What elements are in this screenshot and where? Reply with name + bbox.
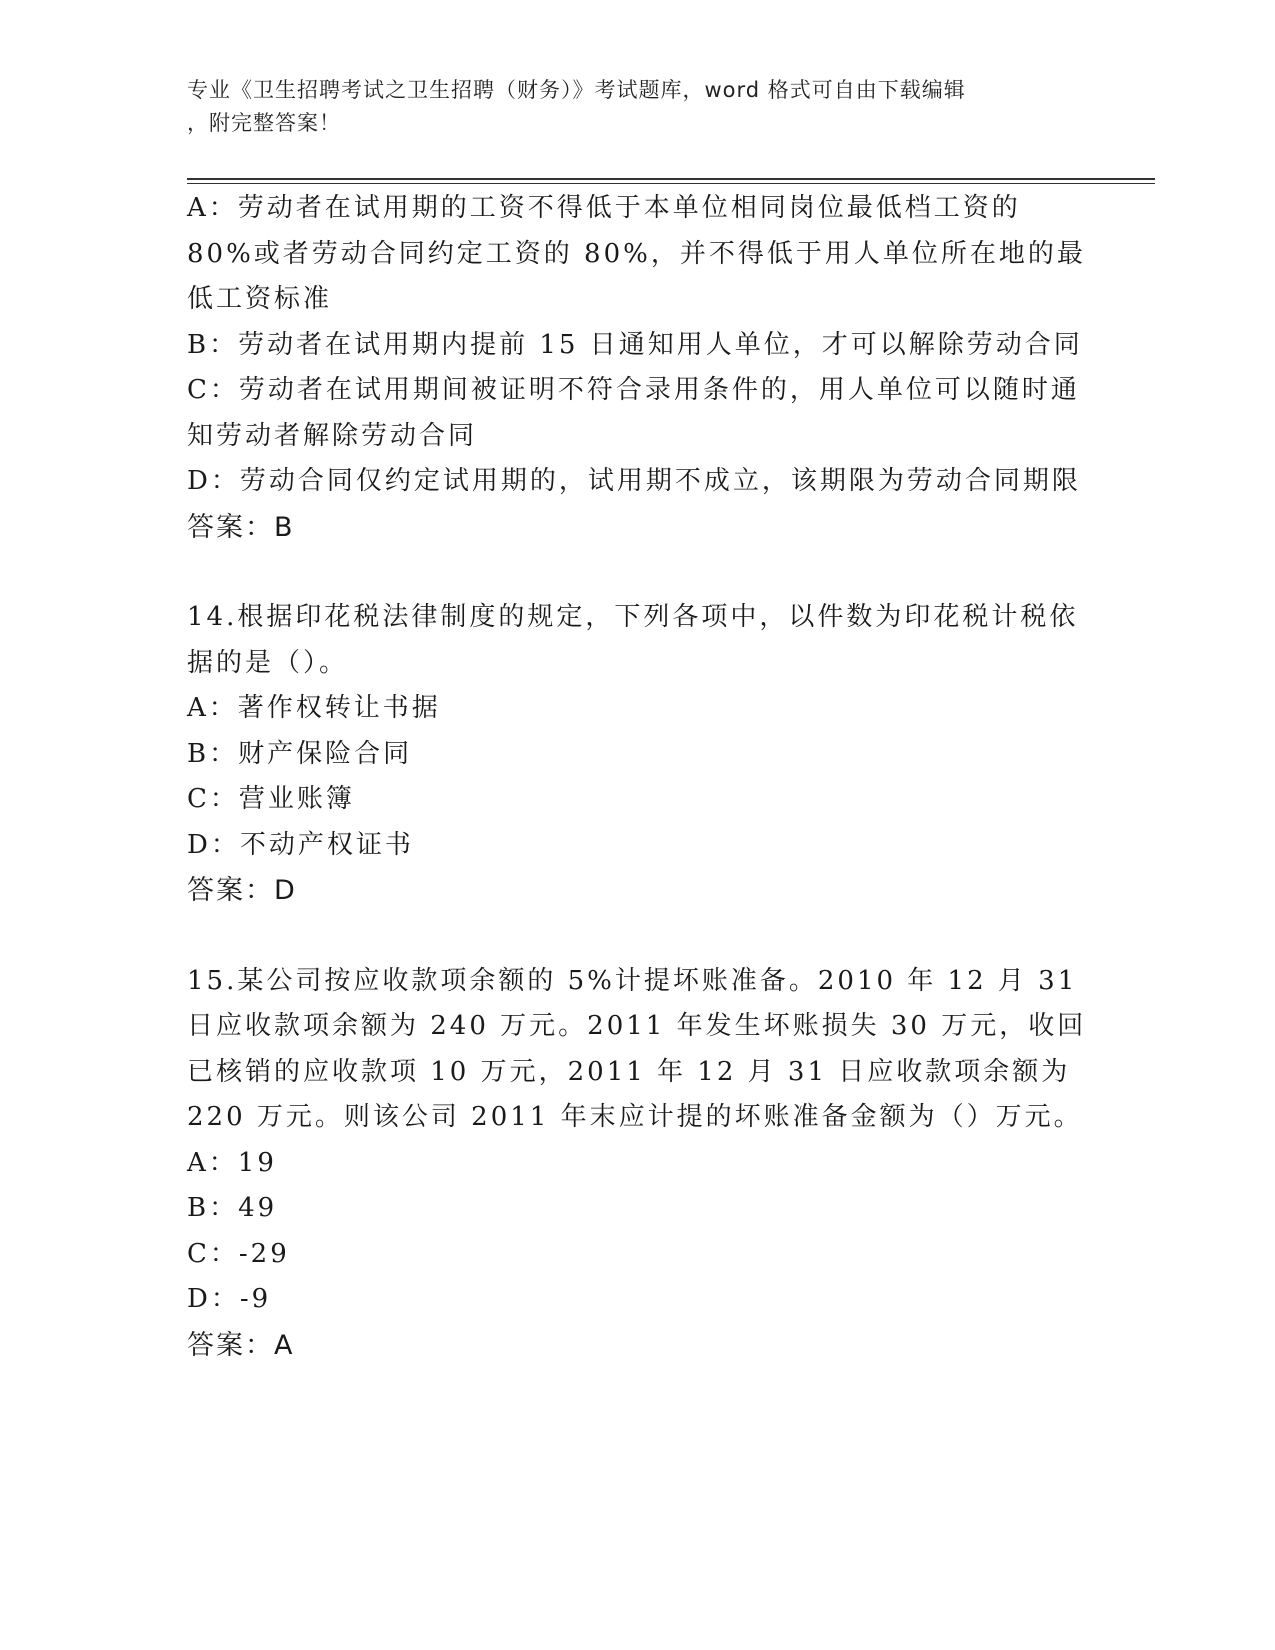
question-13-block <box>187 186 1087 550</box>
q14-answer: 答案：D <box>187 875 297 906</box>
q13-option-c: C：劳动者在试用期间被证明不符合录用条件的，用人单位可以随时通知劳动者解除劳动合同 <box>187 375 1080 451</box>
question-15-block <box>187 959 1087 1369</box>
q15-option-d: D：-9 <box>187 1284 272 1314</box>
q14-option-b: B：财产保险合同 <box>187 738 413 769</box>
q13-option-b: B：劳动者在试用期内提前 15 日通知用人单位，才可以解除劳动合同 <box>187 329 1083 360</box>
question-content <box>187 186 1087 1368</box>
header-divider-thin <box>187 183 1155 184</box>
question-14-block <box>187 595 1087 914</box>
document-header <box>187 74 1087 140</box>
q15-question: 15.某公司按应收款项余额的 5%计提坏账准备。2010 年 12 月 31 日应收款项余额为 240 万元。2011 年发生坏账损失 30 万元，收回已核销的应收款项 10 万元，2011 年 12 月 31 日应收款项余额为 220 万元。则该公司 2011 年末应计提的坏账准备金额为（）万元。 <box>187 965 1087 1132</box>
q13-answer: 答案：B <box>187 511 295 543</box>
q14-question: 14.根据印花税法律制度的规定，下列各项中，以件数为印花税计税依据的是（）。 <box>187 602 1079 678</box>
q15-option-c: C：-29 <box>187 1238 290 1269</box>
q13-option-d: D：劳动合同仅约定试用期的，试用期不成立，该期限为劳动合同期限 <box>187 466 1081 496</box>
header-divider-thick <box>187 178 1155 180</box>
q13-option-a: A：劳动者在试用期的工资不得低于本单位相同岗位最低档工资的 80%或者劳动合同约定工资的 80%，并不得低于用人单位所在地的最低工资标准 <box>187 193 1086 314</box>
spacer <box>187 550 1087 595</box>
q15-option-b: B：49 <box>187 1193 278 1223</box>
q14-option-a: A：著作权转让书据 <box>187 693 441 723</box>
spacer <box>187 914 1087 959</box>
q15-option-a: A：19 <box>187 1147 277 1178</box>
q15-answer: 答案：A <box>187 1329 295 1361</box>
q14-option-d: D：不动产权证书 <box>187 829 414 860</box>
header-title-line-1: 专业《卫生招聘考试之卫生招聘（财务）》考试题库，word 格式可自由下载编辑 <box>187 78 966 102</box>
q14-option-c: C：营业账簿 <box>187 784 355 814</box>
header-title-line-2: ，附完整答案！ <box>187 111 341 135</box>
